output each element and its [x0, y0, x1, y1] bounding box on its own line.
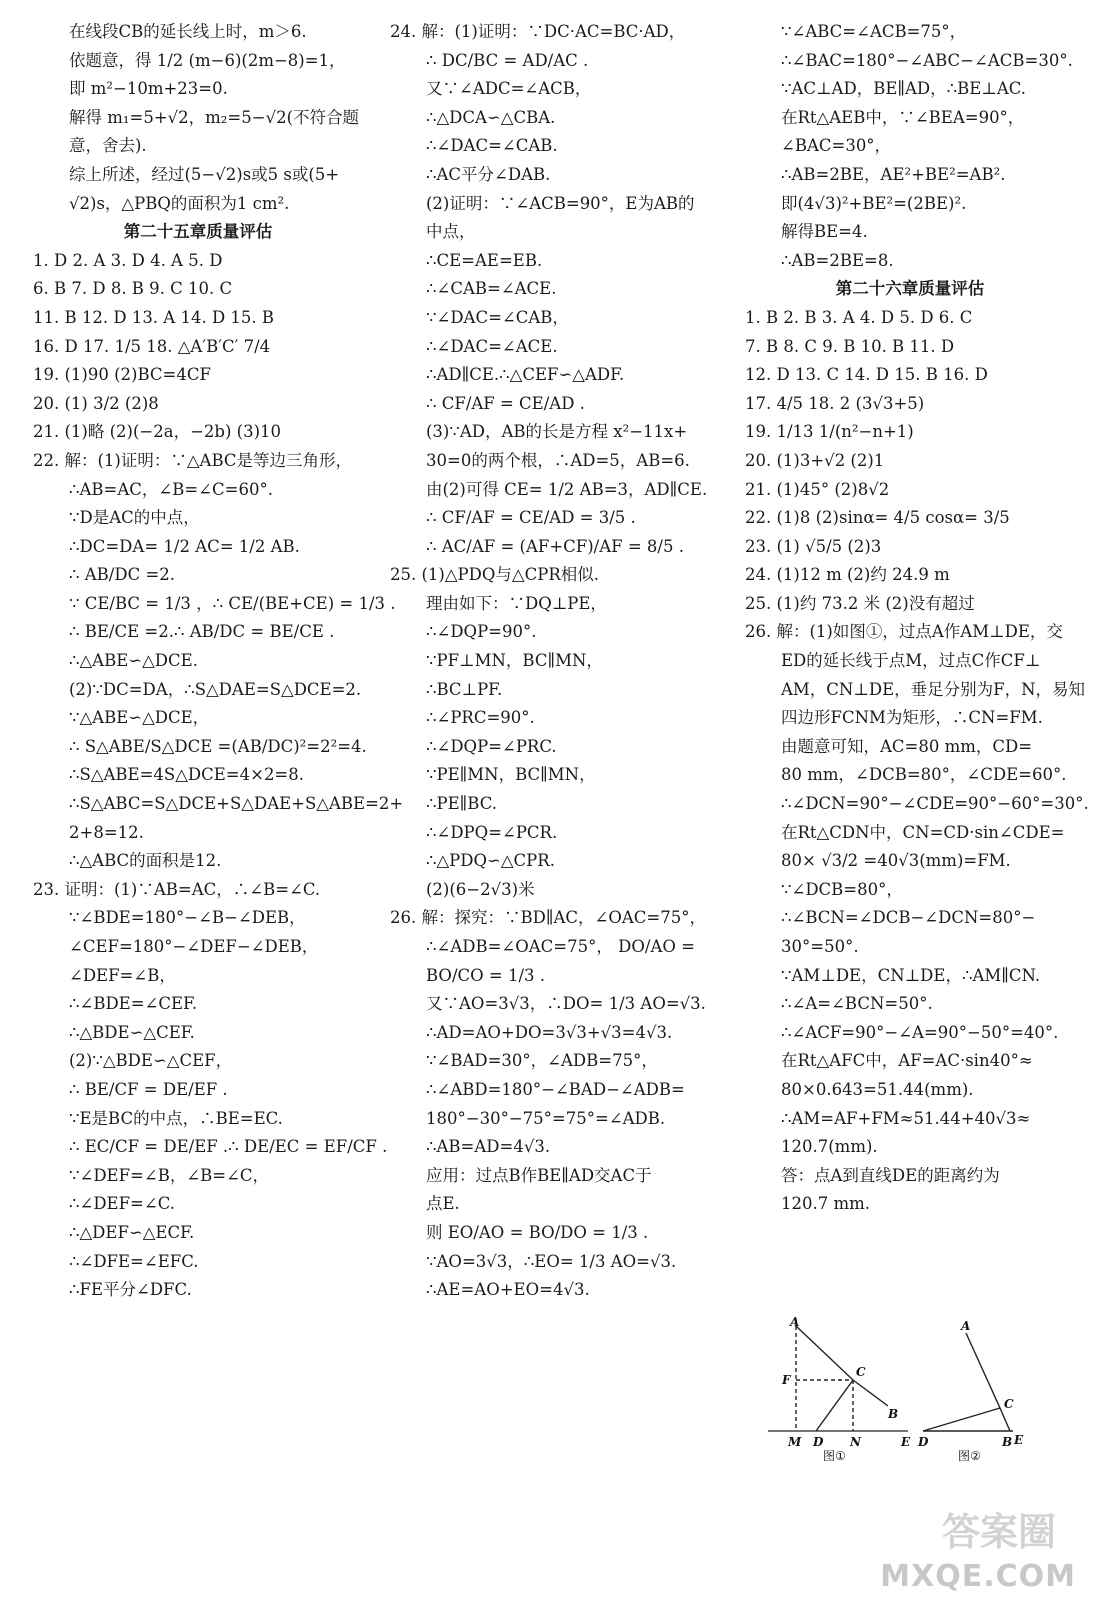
left-line: ∴ BE/CF = DE/EF .	[69, 1079, 228, 1099]
right-line: ∴∠A=∠BCN=50°.	[781, 994, 933, 1014]
right-line: 120.7(mm).	[781, 1137, 878, 1157]
right-line: 21. (1)45° (2)8√2	[745, 479, 890, 499]
middle-line: ∴∠DAC=∠CAB.	[426, 136, 558, 156]
middle-line: ∵PF⊥MN，BC∥MN，	[426, 651, 603, 671]
right-line: ∵∠ABC=∠ACB=75°，	[781, 22, 967, 41]
middle-line: 由(2)可得 CE= 1/2 AB=3，AD∥CE.	[426, 479, 708, 499]
middle-line: 180°−30°−75°=75°=∠ADB.	[426, 1108, 666, 1128]
point-C2: C	[1004, 1397, 1014, 1411]
left-line: 在线段CB的延长线上时，m＞6.	[69, 22, 307, 41]
left-line: ∵∠DEF=∠B，∠B=∠C，	[69, 1165, 270, 1185]
right-line: 24. (1)12 m (2)约 24.9 m	[745, 565, 950, 585]
left-line: 依题意，得 1/2 (m−6)(2m−8)=1，	[69, 50, 346, 70]
watermark-logo: 答案圈	[941, 1510, 1056, 1554]
middle-line: (3)∵AD，AB的长是方程 x²−11x+	[426, 422, 688, 442]
watermark: MXQE.COM	[880, 1559, 1076, 1594]
left-line: ∴△BDE∽△CEF.	[69, 1022, 195, 1042]
left-line: 即 m²−10m+23=0.	[69, 79, 228, 99]
left-line: 综上所述，经过(5−√2)s或5 s或(5+	[69, 164, 340, 184]
right-column	[745, 18, 1089, 1219]
left-line: ∠CEF=180°−∠DEF−∠DEB，	[69, 937, 319, 956]
middle-line: ∵PE∥MN，BC∥MN，	[426, 765, 596, 785]
left-line: 22. 解：(1)证明：∵△ABC是等边三角形，	[33, 450, 353, 470]
left-line: 20. (1) 3/2 (2)8	[33, 393, 159, 413]
left-line: 意，舍去).	[69, 136, 147, 156]
right-line: ∴∠ACF=90°−∠A=90°−50°=40°.	[781, 1022, 1059, 1042]
right-line: 20. (1)3+√2 (2)1	[745, 450, 885, 470]
left-line: ∴∠DEF=∠C.	[69, 1194, 175, 1214]
right-line: AM，CN⊥DE，垂足分别为F，N，易知	[781, 679, 1086, 699]
left-line: ∵ CE/BC = 1/3 ，∴ CE/(BE+CE) = 1/3 .	[69, 593, 396, 613]
middle-line: ∴AC平分∠DAB.	[426, 164, 551, 184]
middle-line: ∴∠ABD=180°−∠BAD−∠ADB=	[426, 1079, 685, 1099]
point-A2: A	[961, 1319, 971, 1333]
middle-line: ∴PE∥BC.	[426, 794, 497, 814]
right-line: ∴∠BCN=∠DCB−∠DCN=80°−	[781, 908, 1036, 928]
left-line: ∴△DEF∽△ECF.	[69, 1222, 195, 1242]
right-line: 80×0.643=51.44(mm).	[781, 1079, 974, 1099]
point-C1: C	[856, 1365, 866, 1379]
middle-line: ∴ AC/AF = (AF+CF)/AF = 8/5 .	[426, 536, 684, 556]
middle-line: 26. 解：探究：∵BD∥AC，∠OAC=75°，	[390, 908, 706, 928]
middle-line: ∴∠DAC=∠ACE.	[426, 336, 558, 356]
point-A1: A	[790, 1315, 800, 1329]
right-line: 第二十六章质量评估	[835, 279, 985, 299]
middle-line: ∴△PDQ∽△CPR.	[426, 851, 555, 871]
point-D1: D	[813, 1435, 824, 1449]
middle-line: BO/CO = 1/3 .	[426, 965, 546, 985]
middle-line: (2)证明：∵∠ACB=90°，E为AB的	[426, 193, 695, 213]
right-line: 80× √3/2 =40√3(mm)=FM.	[781, 851, 1011, 871]
right-line: 解得BE=4.	[781, 222, 868, 242]
left-line: ∵△ABE∽△DCE，	[69, 708, 210, 728]
right-line: 12. D 13. C 14. D 15. B 16. D	[745, 365, 988, 385]
right-line: ED的延长线于点M，过点C作CF⊥	[781, 651, 1041, 671]
middle-line: ∴CE=AE=EB.	[426, 250, 543, 270]
right-line: 在Rt△AFC中，AF=AC·sin40°≈	[781, 1051, 1033, 1071]
figure-1-caption: 图①	[823, 1449, 846, 1463]
left-line: ∴ AB/DC =2.	[69, 565, 176, 585]
middle-line: 24. 解：(1)证明：∵DC·AC=BC·AD，	[390, 22, 686, 41]
left-line: ∵D是AC的中点，	[69, 508, 200, 528]
left-line: ∴ BE/CE =2.∴ AB/DC = BE/CE .	[69, 622, 335, 642]
middle-line: ∴∠PRC=90°.	[426, 708, 535, 728]
right-line: 答：点A到直线DE的距离约为	[781, 1165, 1000, 1185]
point-B2: B	[1002, 1435, 1013, 1449]
left-line: ∴S△ABE=4S△DCE=4×2=8.	[69, 765, 305, 785]
left-line: ∴S△ABC=S△DCE+S△DAE+S△ABE=2+	[69, 794, 404, 814]
point-M1: M	[788, 1435, 802, 1449]
left-line: 1. D 2. A 3. D 4. A 5. D	[33, 250, 223, 270]
left-line: 21. (1)略 (2)(−2a，−2b) (3)10	[33, 422, 282, 442]
middle-line: ∴∠DPQ=∠PCR.	[426, 822, 558, 842]
left-line: 19. (1)90 (2)BC=4CF	[33, 365, 211, 385]
left-line: ∴FE平分∠DFC.	[69, 1280, 192, 1300]
left-line: 解得 m₁=5+√2，m₂=5−√2(不符合题	[69, 107, 360, 127]
middle-line: ∴AD=AO+DO=3√3+√3=4√3.	[426, 1022, 673, 1042]
right-line: 即(4√3)²+BE²=(2BE)².	[781, 193, 967, 213]
right-line: ∴∠BAC=180°−∠ABC−∠ACB=30°.	[781, 50, 1073, 70]
middle-line: ∴∠DQP=∠PRC.	[426, 736, 557, 756]
left-line: ∴∠DFE=∠EFC.	[69, 1251, 199, 1271]
right-line: ∴AB=2BE，AE²+BE²=AB².	[781, 164, 1006, 184]
middle-column	[390, 18, 720, 1305]
middle-line: 又∵AO=3√3，∴DO= 1/3 AO=√3.	[426, 994, 706, 1014]
point-E2: E	[1014, 1433, 1024, 1447]
left-line: ∴△ABC的面积是12.	[69, 851, 222, 871]
middle-line: ∴AB=AD=4√3.	[426, 1137, 551, 1157]
left-line: ∵E是BC的中点，∴BE=EC.	[69, 1108, 283, 1128]
middle-line: ∴ CF/AF = CE/AD .	[426, 393, 585, 413]
left-line: ∴ S△ABE/S△DCE =(AB/DC)²=2²=4.	[69, 736, 367, 756]
left-column	[33, 18, 404, 1305]
right-line: 26. 解：(1)如图①，过点A作AM⊥DE，交	[745, 622, 1063, 642]
left-line: √2)s，△PBQ的面积为1 cm².	[69, 193, 290, 213]
left-line: 23. 证明：(1)∵AB=AC，∴∠B=∠C.	[33, 879, 321, 899]
right-line: 1. B 2. B 3. A 4. D 5. D 6. C	[745, 307, 973, 327]
middle-line: 30=0的两个根，∴AD=5，AB=6.	[426, 450, 690, 470]
left-line: ∵∠BDE=180°−∠B−∠DEB，	[69, 908, 306, 928]
middle-line: ∴∠ADB=∠OAC=75°， DO/AO =	[426, 937, 695, 956]
point-N1: N	[850, 1435, 861, 1449]
left-line: 16. D 17. 1/5 18. △A′B′C′ 7/4	[33, 336, 271, 356]
middle-line: 25. (1)△PDQ与△CPR相似.	[390, 565, 599, 585]
point-D2: D	[918, 1435, 929, 1449]
right-line: 80 mm，∠DCB=80°，∠CDE=60°.	[781, 765, 1067, 785]
right-line: ∠BAC=30°，	[781, 136, 892, 156]
left-line: (2)∵△BDE∽△CEF，	[69, 1051, 233, 1071]
middle-line: ∴AE=AO+EO=4√3.	[426, 1280, 590, 1300]
middle-line: 则 EO/AO = BO/DO = 1/3 .	[426, 1222, 649, 1242]
right-line: ∵AC⊥AD，BE∥AD，∴BE⊥AC.	[781, 79, 1027, 99]
right-line: 23. (1) √5/5 (2)3	[745, 536, 882, 556]
left-line: ∴DC=DA= 1/2 AC= 1/2 AB.	[69, 536, 300, 556]
middle-line: ∴△DCA∽△CBA.	[426, 107, 556, 127]
middle-line: 中点，	[426, 222, 476, 242]
middle-line: (2)(6−2√3)米	[426, 879, 535, 899]
left-line: 11. B 12. D 13. A 14. D 15. B	[33, 307, 275, 327]
left-line: ∴△ABE∽△DCE.	[69, 651, 198, 671]
point-F1: F	[782, 1373, 791, 1387]
middle-line: ∵∠BAD=30°，∠ADB=75°，	[426, 1051, 658, 1071]
right-line: 7. B 8. C 9. B 10. B 11. D	[745, 336, 955, 356]
left-line: ∴AB=AC，∠B=∠C=60°.	[69, 479, 273, 499]
right-line: ∴∠DCN=90°−∠CDE=90°−60°=30°.	[781, 794, 1089, 814]
right-line: 120.7 mm.	[781, 1194, 871, 1214]
right-line: 22. (1)8 (2)sinα= 4/5 cosα= 3/5	[745, 508, 1010, 528]
right-line: ∵∠DCB=80°，	[781, 879, 903, 899]
figure-2-caption: 图②	[958, 1449, 981, 1463]
left-line: 6. B 7. D 8. B 9. C 10. C	[33, 279, 233, 299]
right-line: 在Rt△AEB中，∵∠BEA=90°，	[781, 107, 1025, 127]
right-line: 25. (1)约 73.2 米 (2)没有超过	[745, 593, 975, 613]
left-line: ∴∠BDE=∠CEF.	[69, 994, 198, 1014]
middle-line: 理由如下：∵DQ⊥PE，	[426, 593, 607, 613]
middle-line: 应用：过点B作BE∥AD交AC于	[426, 1165, 652, 1185]
middle-line: ∴ CF/AF = CE/AD = 3/5 .	[426, 508, 636, 528]
right-line: ∵AM⊥DE，CN⊥DE，∴AM∥CN.	[781, 965, 1041, 985]
middle-line: ∵AO=3√3，∴EO= 1/3 AO=√3.	[426, 1251, 677, 1271]
middle-line: 点E.	[426, 1194, 460, 1214]
middle-line: ∴BC⊥PF.	[426, 679, 503, 699]
right-line: ∴AB=2BE=8.	[781, 250, 894, 270]
left-line: 第二十五章质量评估	[123, 222, 273, 242]
right-line: 由题意可知，AC=80 mm，CD=	[781, 736, 1033, 756]
right-line: 30°=50°.	[781, 937, 859, 956]
middle-line: ∴∠DQP=90°.	[426, 622, 537, 642]
right-line: 19. 1/13 1/(n²−n+1)	[745, 422, 914, 442]
right-line: 四边形FCNM为矩形，∴CN=FM.	[781, 708, 1043, 728]
left-line: 2+8=12.	[69, 822, 144, 842]
right-line: 在Rt△CDN中，CN=CD·sin∠CDE=	[781, 822, 1065, 842]
middle-line: ∴∠CAB=∠ACE.	[426, 279, 557, 299]
middle-line: ∴ DC/BC = AD/AC .	[426, 50, 589, 70]
right-line: ∴AM=AF+FM≈51.44+40√3≈	[781, 1108, 1031, 1128]
middle-line: ∴AD∥CE.∴△CEF∽△ADF.	[426, 365, 625, 385]
right-line: 17. 4/5 18. 2 (3√3+5)	[745, 393, 925, 413]
middle-line: ∵∠DAC=∠CAB，	[426, 307, 569, 327]
left-line: ∴ EC/CF = DE/EF .∴ DE/EC = EF/CF .	[69, 1137, 388, 1157]
point-B1: B	[888, 1407, 899, 1421]
left-line: ∠DEF=∠B，	[69, 965, 176, 985]
left-line: (2)∵DC=DA，∴S△DAE=S△DCE=2.	[69, 679, 362, 699]
point-E1: E	[901, 1435, 911, 1449]
middle-line: 又∵∠ADC=∠ACB，	[426, 79, 592, 99]
